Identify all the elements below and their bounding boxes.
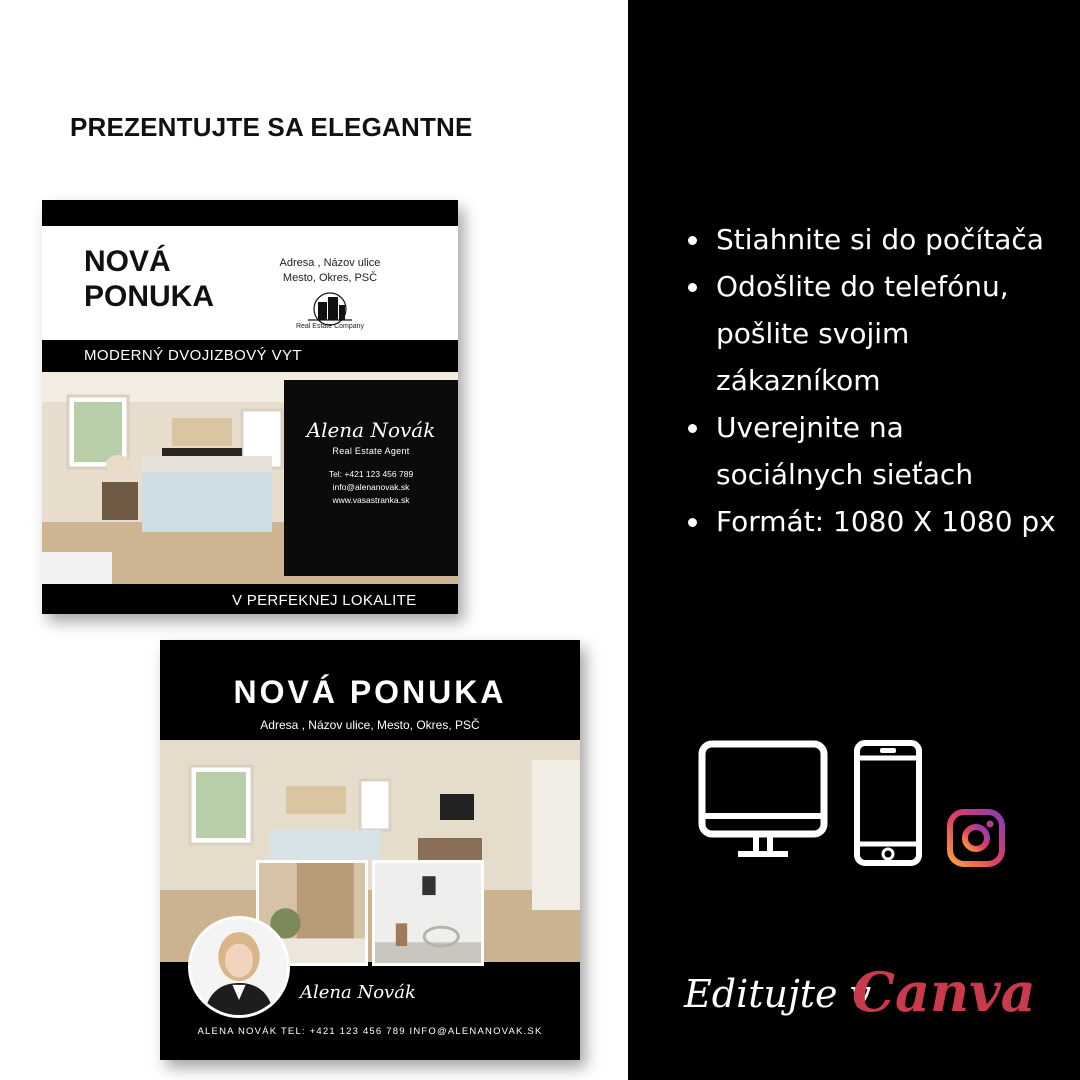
headline: PREZENTUJTE SA ELEGANTNE: [70, 112, 473, 142]
post-template-1: [42, 200, 458, 614]
offer-title: NOVÁ PONUKA: [233, 674, 507, 710]
location-tagline: V PERFEKNEJ LOKALITE: [232, 592, 417, 609]
offer-title: NOVÁ PONUKA: [84, 245, 215, 313]
post-template-2: [160, 640, 580, 1060]
list-item: Uverejnite na sociálnych sieťach: [688, 404, 1058, 498]
agent-signature: Alena Novák: [300, 982, 416, 1003]
list-item: Stiahnite si do počítača: [688, 216, 1058, 263]
interior-thumbnail: [372, 860, 484, 966]
edit-in-label: Editujte v: [684, 972, 872, 1016]
list-item: Formát: 1080 X 1080 px: [688, 498, 1058, 545]
company-logo-icon: [304, 292, 356, 326]
agent-signature: Alena Novák: [306, 418, 436, 442]
agent-contact: Tel: +421 123 456 789 info@alenanovak.sk www.vasastranka.sk: [328, 469, 414, 505]
smartphone-icon: [854, 740, 922, 866]
canva-logo: Canva: [852, 960, 1036, 1024]
desktop-monitor-icon: [698, 740, 828, 860]
agent-role: Real Estate Agent: [332, 446, 410, 456]
company-name: Real Estate Company: [295, 323, 365, 330]
address: Adresa , Názov ulice, Mesto, Okres, PSČ: [260, 718, 480, 732]
agent-card-notch: [284, 540, 458, 576]
list-item: Odošlite do telefónu, pošlite svojim zákazníkom: [688, 263, 1058, 404]
instagram-icon: [946, 808, 1006, 868]
agent-avatar: [188, 916, 290, 1018]
feature-list: [688, 216, 1058, 545]
address: Adresa , Názov ulice Mesto, Okres, PSČ: [279, 257, 381, 284]
contact-footer: ALENA NOVÁK TEL: +421 123 456 789 INFO@ALENANOVAK.SK: [197, 1026, 543, 1037]
property-subtitle: MODERNÝ DVOJIZBOVÝ VYT: [84, 347, 302, 364]
